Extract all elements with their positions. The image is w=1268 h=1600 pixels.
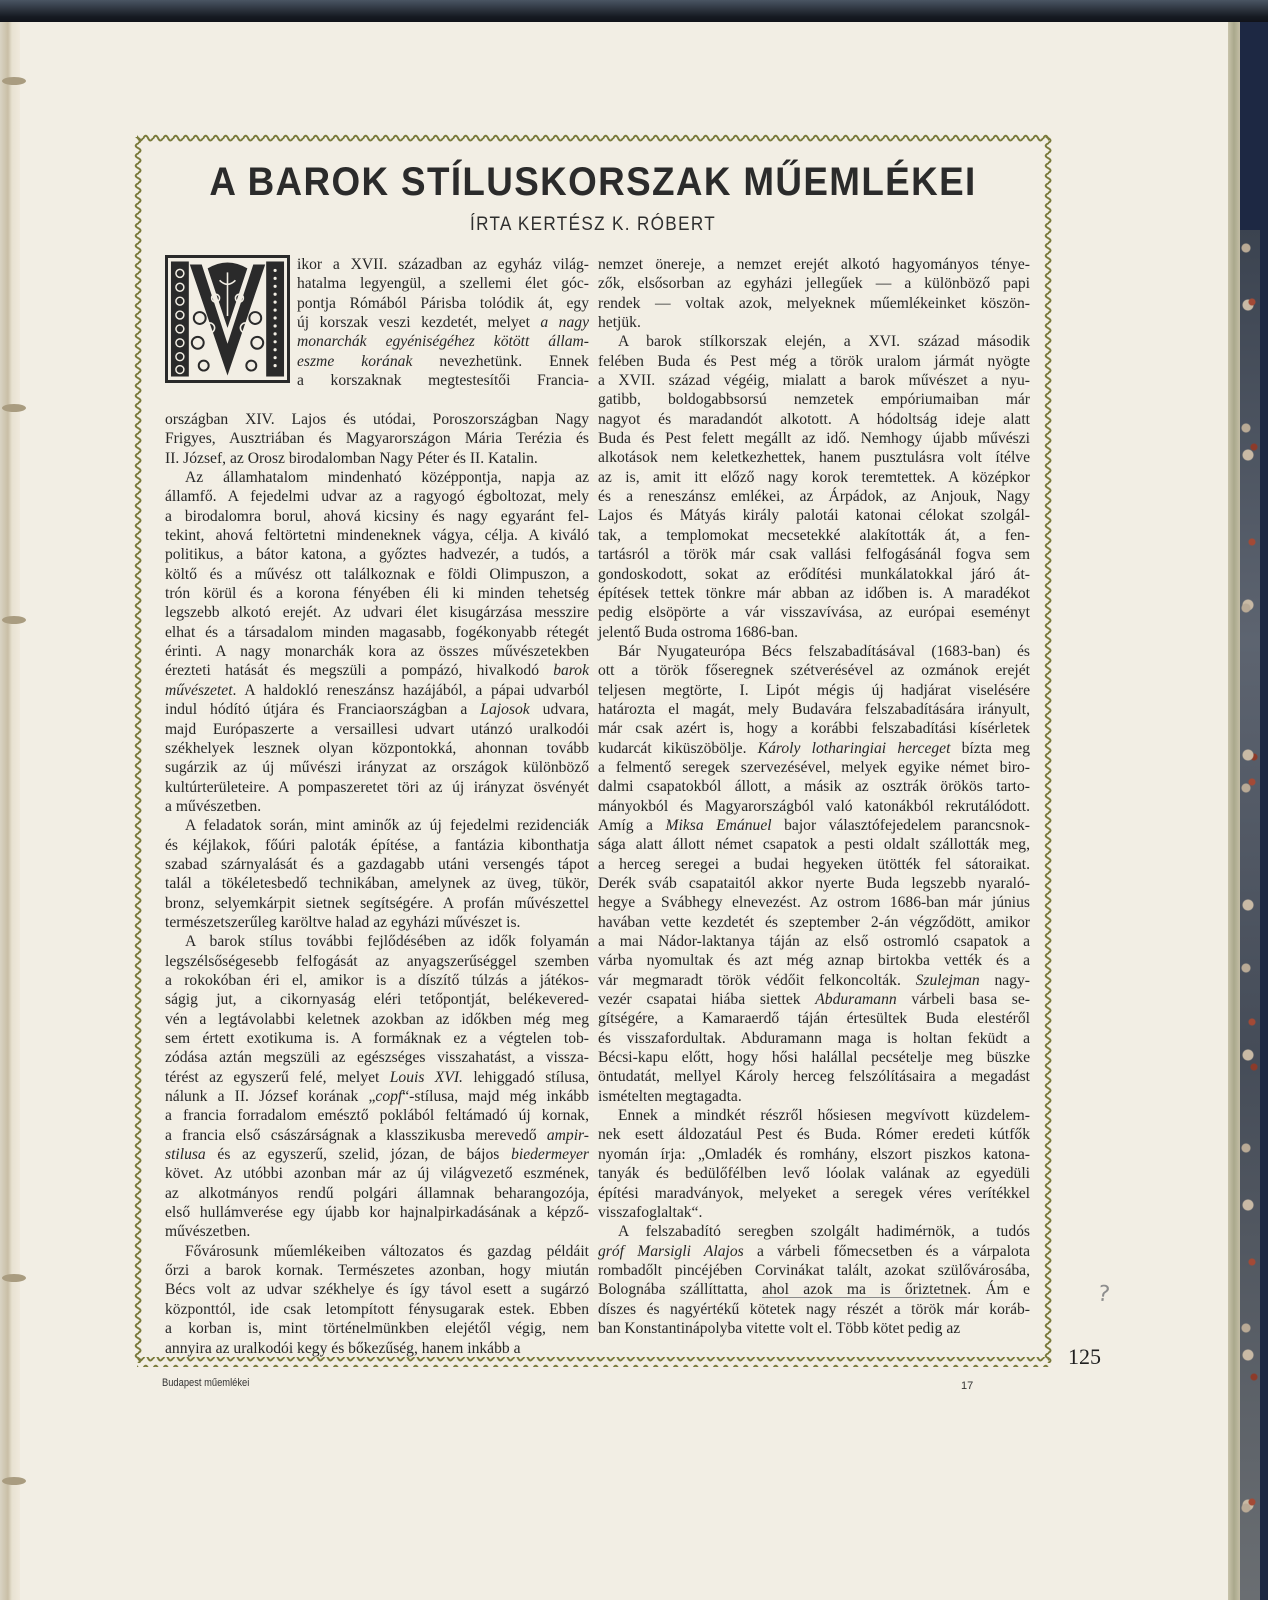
text-line: határozta el magát, mely Budavára felszabadítására irányult, (598, 700, 1030, 718)
text-line: a korban is, mint történelmünkben elejétől végig, nem (165, 1320, 589, 1338)
text-line: A felszabadító seregben szolgált hadimérnök, a tudós (618, 1223, 1030, 1241)
text-line: jelentő Buda ostroma 1686-ban. (598, 623, 799, 641)
text-line: ságig jut, a cikornyaság eléri tetőpontját, belékevered- (165, 991, 589, 1009)
text-line: rendek — voltak azok, melyeknek műemlékeinket köszön- (598, 294, 1030, 312)
text-line: és visszafordultak. Abduramann maga is holtan feküdt a (598, 1029, 1030, 1047)
text-line: legszebb alkotó erejét. Az udvari élet kisugárzása messzire (165, 604, 589, 622)
text-line: vezér csapatai hiába siettek Abduramann várbeli basa se- (598, 991, 1030, 1009)
text-line: vár megmaradt török védőit felkoncolták. Szulejman nagy- (598, 971, 1031, 989)
text-line: nagyot és maradandót alkotott. A hódoltság ideje alatt (598, 410, 1030, 428)
left-column-intro (297, 255, 589, 390)
text-line: Buda és Pest felett megállt az idő. Nemhogy újabb művészi (598, 430, 1030, 448)
text-line: zódása aztán megszüli az egészséges visszahatást, a vissza- (165, 1049, 589, 1067)
text-line: alkotások nem keletkezhettek, hanem pusztulásra volt ítélve (598, 449, 1030, 467)
text-line: a francia első császárságnak a klasszikusba merevedő ampir- (165, 1126, 589, 1144)
text-line: sága alatt állott német csapatok a pesti oldalt szállották meg, (598, 836, 1030, 854)
text-line: országban XIV. Lajos és utódai, Poroszországban Nagy (165, 411, 589, 428)
text-line: Lajos és Mátyás király palotái katonai célokat szolgál- (598, 507, 1030, 525)
text-line: felében Buda és Pest még a török uralom jármát nyögte (598, 352, 1030, 370)
pencil-annotation: ? (1096, 1281, 1112, 1308)
text-line: a korszaknak megtestesítői Francia- (297, 372, 589, 390)
text-line: politikus, a bátor katona, a győztes hadvezér, a tudós, a (165, 546, 589, 564)
text-line: rombadőlt pincéjében Corvinákat talált, azokat szülővárosába, (598, 1261, 1030, 1279)
text-line: Bécs volt az udvar székhelye és így távol esett a sugárzó (165, 1281, 589, 1299)
text-line: stilusa és az egyszerű, szelid, józan, de bájos biedermeyer (165, 1146, 589, 1164)
text-line: a felmentő seregek szervezésével, melyek egyike német biro- (598, 758, 1030, 776)
text-line: tekint, ahová feltörtetni mindeneknek vágya, célja. A kiváló (165, 527, 589, 545)
book-gutter (0, 22, 20, 1600)
text-line: mányokból és Magyarországból való katonákból rekrutálódott. (598, 797, 1030, 815)
ornamental-drop-cap (165, 255, 290, 383)
text-line: vén a legtávolabbi keletnek azokban az időkben még meg (165, 1010, 589, 1028)
text-line: térést az egyszerű felé, melyet Louis XVI. lehiggadó stílusa, (165, 1068, 589, 1086)
text-line: természetszerűleg karöltve halad az egyházi művészet is. (165, 913, 521, 931)
text-line: már csak azért is, hogy a korábbi felszabadítási kísérletek (598, 720, 1030, 738)
text-line: nyomán írja: „Omladék és romhány, elszort piszkos katona- (598, 1145, 1030, 1163)
text-line: díszes és nagyértékű kötetek nagy részét a török már koráb- (598, 1300, 1030, 1318)
text-line: szabad szárnyalását és a gazdagabb utáni versengés tápot (165, 855, 589, 873)
footer-book-title: Budapest műemlékei (162, 1377, 250, 1389)
text-line: ott a török főseregnek szétverésével az ozmánok erejét (598, 662, 1030, 680)
text-line: hatalma legyengül, a szellemi élet góc- (297, 275, 589, 293)
text-line: gítségére, a Kamaraerdő táján értesültek Buda elestéről (598, 1010, 1030, 1028)
text-line: havában vette kezdetét és szeptember 2-án végződött, amikor (598, 913, 1030, 931)
text-line: tanyák és bedülőfélben levő lóolak valának az egyedüli (598, 1165, 1030, 1183)
text-line: elhat és a társadalom minden magasabb, fogékonyabb rétegét (165, 623, 589, 641)
text-line: a herceg seregei a budai hegyeken ütötték fel sátoraikat. (598, 855, 1030, 873)
text-line: Derék sváb csapataitól akkor nyerte Buda legszebb nyaraló- (598, 875, 1030, 892)
binding-stitch (2, 77, 26, 85)
text-line: a rokokóban éri el, amikor is a díszítő túlzás a játékos- (165, 971, 589, 989)
drop-cap-m-icon (168, 258, 287, 380)
text-line: tartásról a török már csak vallási felfogásánál fogva sem (598, 546, 1030, 564)
text-line: öntudatát, mellyel Károly herceg felszólításaira a megadást (598, 1068, 1030, 1086)
text-line: II. József, az Orosz birodalomban Nagy Péter és II. Katalin. (165, 449, 538, 467)
text-line: építések tettek tönkre már abban az időben is. A maradékot (598, 584, 1030, 602)
text-line: gatibb, boldogabbsorsú nemzetek empóriumaiban már (598, 391, 1030, 409)
text-line: ikor a XVII. században az egyház világ- (297, 256, 589, 273)
text-line: a XVII. század végéig, mialatt a barok művészet a nyu- (598, 372, 1030, 390)
text-line: trón körül és a korona fényében éli ki minden tehetség (165, 585, 589, 603)
text-line: Amíg a Miksa Emánuel bajor választófejedelem parancsnok- (598, 816, 1030, 834)
text-line: követ. Az utóbbi azonban már az új világvezető eszmének, (165, 1165, 589, 1183)
text-line: annyira az uralkodói kegy és bőkezűség, hanem inkább a (165, 1339, 521, 1357)
text-line: államfő. A fejedelmi udvar az a ragyogó égboltozat, mely (165, 488, 589, 506)
text-line: és a reneszánsz emlékei, az Árpádok, az Anjouk, Nagy (598, 488, 1030, 506)
text-line: kudarcát kiküszöbölje. Károly lotharingiai herceget bízta meg (598, 739, 1030, 757)
text-line: a francia forradalom emésztő poklából feltámadó új kornak, (165, 1107, 589, 1125)
text-line: művészetben. (165, 1223, 251, 1241)
text-line: és kéjlakok, főúri paloták építése, a fantázia kibonthatja (165, 836, 589, 854)
text-line: székhelyek lesznek olyan központokká, ahonnan tovább (165, 739, 589, 757)
text-line: dalmi csapatokból állott, a másik az osztrák örökös tarto- (598, 778, 1030, 796)
text-line: első hullámverése egy újabb kor hajnalpirkadásának a képző- (165, 1204, 589, 1222)
text-line: új korszak veszi kezdetét, melyet a nagy (297, 314, 589, 332)
text-line: majd Európaszerte a versaillesi udvart utánzó uralkodói (165, 720, 589, 738)
text-line: Bécsi-kapu előtt, hogy hősi halállal pecsételje meg büszke (598, 1049, 1030, 1067)
text-line: a művészetben. (165, 797, 262, 815)
text-line: pontja Rómából Párisba tolódik át, egy (297, 294, 589, 312)
text-line: a mai Nádor-laktanya táján az első ostromló csapatok a (598, 933, 1030, 951)
text-line: nemzet önereje, a nemzet erejét alkotó hagyományos ténye- (598, 256, 1030, 273)
text-line: zők, elsősorban az egyházi jellegűek — a különböző papi (598, 275, 1030, 293)
text-line: Bolognába szállíttatta, ahol azok ma is őriztetnek. Ám e (598, 1281, 1030, 1299)
text-line: A feladatok során, mint aminők az új fejedelmi rezidenciák (185, 817, 589, 835)
text-line: várba nyomultak és azt még aznap birtokba vették és a (598, 952, 1030, 970)
text-line: eszme korának nevezhetünk. Ennek (297, 352, 589, 370)
text-line: a birodalomra borul, ahová kicsiny és nagy egyaránt fel- (165, 507, 589, 525)
text-line: sem értett exotikuma is. A formáknak ez a végtelen tob- (165, 1030, 589, 1047)
text-line: érezteti hatását és megszüli a pompázó, hivalkodó barok (165, 662, 589, 680)
text-line: őrzi a barok kornak. Természetes azonban, hogy miután (165, 1262, 589, 1280)
text-line: talál a tökéletesbedő technikában, amelynek az üveg, tükör, (165, 875, 589, 893)
text-line: érinti. A nagy monarchák kora az összes művészetekben (165, 643, 589, 661)
text-line: nek esett áldozatául Pest és Buda. Rómer eredeti kútfők (598, 1126, 1030, 1144)
marbled-cover (1240, 230, 1260, 1600)
text-line: gróf Marsigli Alajos a várbeli főmecsetben és a várpalota (598, 1242, 1030, 1260)
text-line: teljesen megtörte, I. Lipót mégis új hadjárat viselésére (598, 681, 1030, 699)
text-line: ismételten megtagadta. (598, 1087, 742, 1105)
page-number: 125 (1068, 1344, 1101, 1369)
text-line: A barok stílus további fejlődésében az idők folyamán (185, 933, 589, 951)
text-line: Frigyes, Ausztriában és Magyarországon Mária Terézia és (165, 430, 589, 448)
binding-stitch (2, 1274, 26, 1282)
text-line: pedig elsöpörte a vár visszavívása, az európai eseményt (598, 604, 1030, 622)
text-line: Az államhatalom mindenható középpontja, napja az (185, 469, 589, 487)
text-line: hegye a Svábhegy elnevezést. Az ostrom 1686-ban már június (598, 894, 1030, 912)
text-line: A barok stílkorszak elején, a XVI. század második (618, 333, 1030, 351)
text-line: ban Konstantinápolyba vitette volt el. Több kötet pedig az (598, 1319, 961, 1337)
text-line: gondoskodott, sokat az erődítési munkálatokkal járó át- (598, 565, 1030, 583)
text-line: hetjük. (598, 314, 641, 332)
binding-stitch (2, 616, 26, 624)
book-binding-top (0, 0, 1268, 24)
text-line: az alkotmányos rendű polgári államnak beharangozója, (165, 1184, 589, 1202)
text-line: építési maradványok, melyeket a seregek véres verítékkel (598, 1184, 1030, 1202)
text-line: tak, a templomokat mecsetekké alakították át, a fen- (598, 526, 1030, 544)
text-line: költő és a művész ott találkoznak e földi Olimpuszon, a (165, 565, 589, 583)
left-column (165, 410, 589, 1358)
text-line: Bár Nyugateurópa Bécs felszabadításával (1683-ban) és (618, 642, 1030, 660)
article-title: A BAROK STÍLUSKORSZAK MŰEMLÉKEI (209, 160, 977, 204)
article-byline: ÍRTA KERTÉSZ K. RÓBERT (469, 214, 717, 235)
right-column (598, 255, 1030, 1338)
footer-signature-number: 17 (961, 1380, 974, 1392)
text-line: Ennek a mindkét részről hősiesen megvívott küzdelem- (618, 1107, 1030, 1125)
text-line: indul hódító útjára és Franciaországban a Lajosok udvara, (165, 701, 589, 719)
text-line: monarchák egyéniségéhez kötött állam- (297, 333, 589, 351)
text-line: sugárzik az új művészi irányzat az országok különböző (165, 759, 589, 777)
text-line: művészetet. A haldokló reneszánsz hazájából, a pápai udvarból (165, 681, 589, 699)
text-line: az is, amit itt előző nagy korok teremtettek. A középkor (598, 468, 1030, 486)
text-line: visszafoglaltak“. (598, 1203, 703, 1221)
text-line: központtól, ide csak letompított fénysugarak estek. Ebben (165, 1300, 589, 1318)
page-block-edge (1228, 22, 1240, 1600)
binding-stitch (2, 1477, 26, 1485)
text-line: Fővárosunk műemlékeiben változatos és gazdag példáit (185, 1242, 589, 1260)
binding-stitch (2, 404, 26, 412)
text-line: kultúrterületeire. A pompaszeretet töri az új irányzat ösvényét (165, 778, 589, 796)
text-line: legszélsőségesebb felfogását az anyagszerűséggel szemben (165, 952, 589, 970)
text-line: bronz, selyemkárpit sietnek segítségére. A profán művészettel (165, 894, 589, 912)
text-line: nálunk a II. József korának „copf“-stílusa, majd még inkább (165, 1088, 589, 1106)
